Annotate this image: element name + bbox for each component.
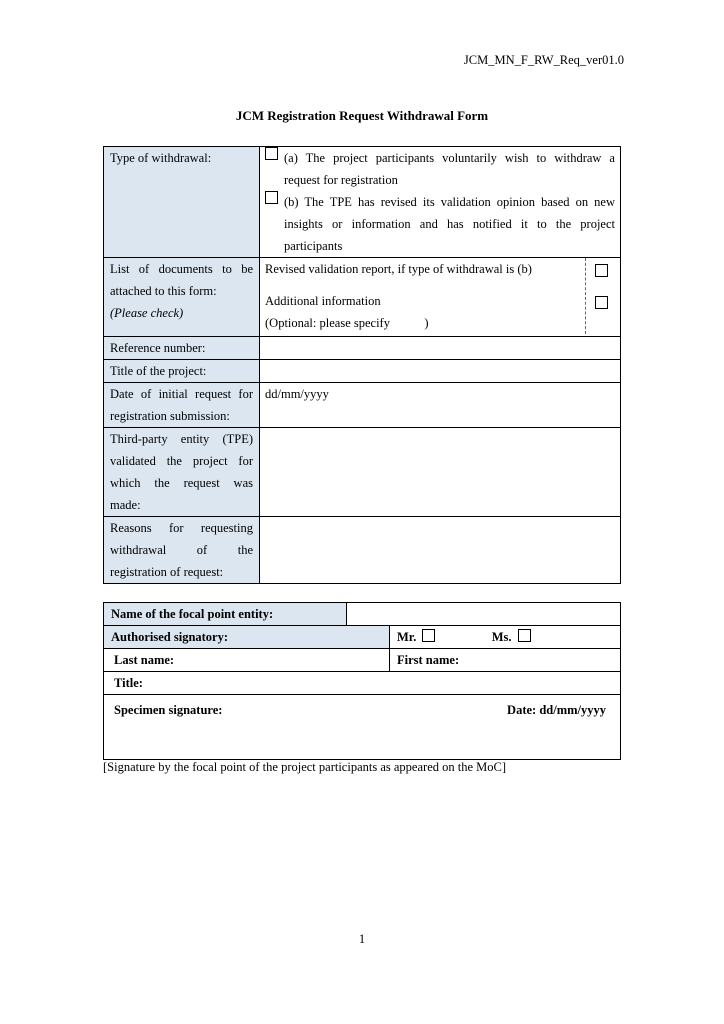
first-name-label: First name: (397, 653, 460, 667)
focal-entity-cell (104, 603, 621, 626)
document-item-additional-info: Additional information (265, 294, 381, 308)
documents-label-cell (104, 258, 260, 337)
last-name-label: Last name: (114, 653, 175, 667)
signature-label: Specimen signature: (114, 703, 223, 717)
withdrawal-type-row (104, 147, 621, 258)
option-a-checkbox[interactable] (265, 147, 278, 160)
reasons-label: Reasons for requesting withdrawal of the registration of request: (104, 517, 260, 584)
form-title: JCM Registration Request Withdrawal Form (235, 108, 489, 123)
title-field[interactable] (104, 672, 621, 695)
reference-number-row (104, 337, 621, 360)
withdrawal-type-options (260, 147, 621, 258)
ms-label: Ms. (491, 630, 512, 644)
initial-request-date-label: Date of initial request for registration submission: (104, 383, 260, 428)
initial-request-date-field[interactable]: dd/mm/yyyy (260, 383, 621, 428)
mr-checkbox[interactable] (422, 629, 435, 642)
focal-point-table (103, 602, 621, 760)
withdrawal-type-label: Type of withdrawal: (104, 147, 260, 258)
mr-label: Mr. (397, 630, 417, 644)
option-b-row (265, 191, 615, 257)
document-item-additional-info-note: (Optional: please specify ) (265, 316, 429, 330)
document-id: JCM_MN_F_RW_Req_ver01.0 (463, 53, 624, 67)
focal-entity-field[interactable] (347, 603, 620, 625)
focal-entity-row (104, 603, 621, 626)
documents-cell (260, 258, 621, 337)
signature-date: Date: dd/mm/yyyy (507, 703, 606, 717)
documents-label-note: (Please check) (110, 306, 184, 320)
project-title-row (104, 360, 621, 383)
withdrawal-details-table (103, 146, 621, 584)
option-b-checkbox[interactable] (265, 191, 278, 204)
first-name-field[interactable] (390, 649, 621, 672)
tpe-label: Third-party entity (TPE) validated the project for which the request was made: (104, 428, 260, 517)
documents-label: List of documents to be attached to this form: (110, 262, 253, 298)
option-a-text: (a) The project participants voluntarily wish to withdraw a request for registration (284, 151, 615, 187)
page-number: 1 (358, 932, 366, 946)
signatory-row (104, 626, 621, 649)
option-a-row (265, 147, 615, 191)
documents-row (104, 258, 621, 337)
last-name-field[interactable] (104, 649, 390, 672)
title-row (104, 672, 621, 695)
reference-number-field[interactable] (260, 337, 621, 360)
focal-entity-label: Name of the focal point entity: (104, 603, 347, 625)
reasons-field[interactable] (260, 517, 621, 584)
salutation-cell (390, 626, 621, 649)
tpe-row (104, 428, 621, 517)
project-title-field[interactable] (260, 360, 621, 383)
revised-report-checkbox[interactable] (595, 264, 608, 277)
document-item-revised-report: Revised validation report, if type of withdrawal is (b) (265, 262, 532, 276)
document-checkbox-column (585, 258, 620, 334)
reasons-row (104, 517, 621, 584)
initial-request-date-row (104, 383, 621, 428)
tpe-field[interactable] (260, 428, 621, 517)
signature-row (104, 695, 621, 760)
reference-number-label: Reference number: (104, 337, 260, 360)
signature-field[interactable] (104, 695, 621, 760)
project-title-label: Title of the project: (104, 360, 260, 383)
name-row (104, 649, 621, 672)
ms-checkbox[interactable] (518, 629, 531, 642)
option-b-text: (b) The TPE has revised its validation opinion based on new insights or information and has notified it to the project participants (284, 195, 615, 253)
additional-info-checkbox[interactable] (595, 296, 608, 309)
signatory-label: Authorised signatory: (104, 626, 390, 649)
signature-note: [Signature by the focal point of the project participants as appeared on the MoC] (103, 760, 506, 774)
title-label: Title: (114, 676, 143, 690)
